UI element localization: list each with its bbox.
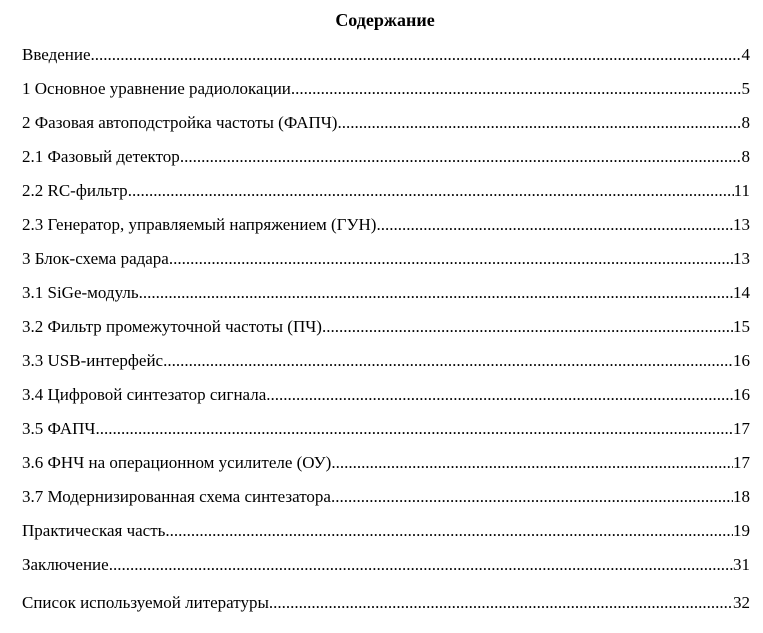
toc-entry-label: 3 Блок-схема радара [22, 249, 169, 268]
toc-entry [22, 248, 750, 282]
toc-entry-page: 17 [733, 453, 750, 472]
toc-dot-leader [180, 146, 742, 168]
toc-entry-label: 2.2 RC-фильтр [22, 181, 128, 200]
toc-entry-page: 16 [733, 351, 750, 370]
toc-title: Содержание [335, 10, 435, 30]
toc-entry-label: 3.6 ФНЧ на операционном усилителе (ОУ) [22, 453, 332, 472]
toc-dot-leader [269, 592, 733, 614]
toc-entry [22, 452, 750, 486]
toc-entry-label: Практическая часть [22, 521, 166, 540]
toc-entry-page: 8 [741, 147, 750, 166]
toc-entry-page: 31 [733, 555, 750, 574]
toc-dot-leader [322, 316, 733, 338]
toc-entry-page: 5 [741, 79, 750, 98]
toc-entry-label: 3.4 Цифровой синтезатор сигнала [22, 385, 267, 404]
toc-entry [22, 112, 750, 146]
toc-entry-page: 8 [741, 113, 750, 132]
toc-dot-leader [291, 78, 742, 100]
toc-entry-label: 3.7 Модернизированная схема синтезатора [22, 487, 331, 506]
toc-entry-label: Список используемой литературы [22, 593, 269, 612]
toc-entry-label: 2.1 Фазовый детектор [22, 147, 180, 166]
toc-dot-leader [139, 282, 733, 304]
toc-dot-leader [91, 44, 742, 66]
toc-entry-page: 11 [733, 181, 750, 200]
toc-entry [22, 78, 750, 112]
toc-dot-leader [165, 520, 733, 542]
toc-entry [22, 214, 750, 248]
toc-entry [22, 520, 750, 554]
toc-entry [22, 180, 750, 214]
toc-entry-page: 13 [733, 249, 750, 268]
toc-dot-leader [337, 112, 741, 134]
toc-entry-label: Введение [22, 45, 91, 64]
toc-entry [22, 146, 750, 180]
toc-dot-leader [109, 554, 733, 576]
toc-dot-leader [376, 214, 733, 236]
toc-entry-page: 13 [733, 215, 750, 234]
toc-entry-label: 3.1 SiGe-модуль [22, 283, 139, 302]
toc-entry-page: 17 [733, 419, 750, 438]
toc-entry [22, 592, 750, 626]
toc-entry-page: 16 [733, 385, 750, 404]
toc-entry-label: 2.3 Генератор, управляемый напряжением (ГУН) [22, 215, 377, 234]
toc-dot-leader [331, 452, 733, 474]
toc-entry-page: 18 [733, 487, 750, 506]
toc-entry-page: 32 [733, 593, 750, 612]
toc-entry [22, 316, 750, 350]
toc-entry-page: 4 [741, 45, 750, 64]
toc-dot-leader [163, 350, 733, 372]
toc-entry [22, 554, 750, 588]
toc-entry-page: 19 [733, 521, 750, 540]
toc-entry-label: 1 Основное уравнение радиолокации [22, 79, 291, 98]
toc-entry-label: Заключение [22, 555, 109, 574]
toc-entry [22, 418, 750, 452]
toc-dot-leader [128, 180, 734, 202]
toc-entry-label: 3.2 Фильтр промежуточной частоты (ПЧ) [22, 317, 322, 336]
table-of-contents [22, 44, 750, 626]
toc-entry-label: 3.5 ФАПЧ [22, 419, 96, 438]
toc-entry [22, 44, 750, 78]
toc-entry [22, 384, 750, 418]
toc-entry [22, 486, 750, 520]
toc-entry [22, 350, 750, 384]
toc-entry-page: 15 [733, 317, 750, 336]
toc-dot-leader [266, 384, 733, 406]
toc-dot-leader [331, 486, 733, 508]
toc-dot-leader [169, 248, 733, 270]
toc-entry-label: 2 Фазовая автоподстройка частоты (ФАПЧ) [22, 113, 338, 132]
toc-dot-leader [95, 418, 733, 440]
toc-entry [22, 282, 750, 316]
toc-entry-label: 3.3 USB-интерфейс [22, 351, 164, 370]
toc-entry-page: 14 [733, 283, 750, 302]
